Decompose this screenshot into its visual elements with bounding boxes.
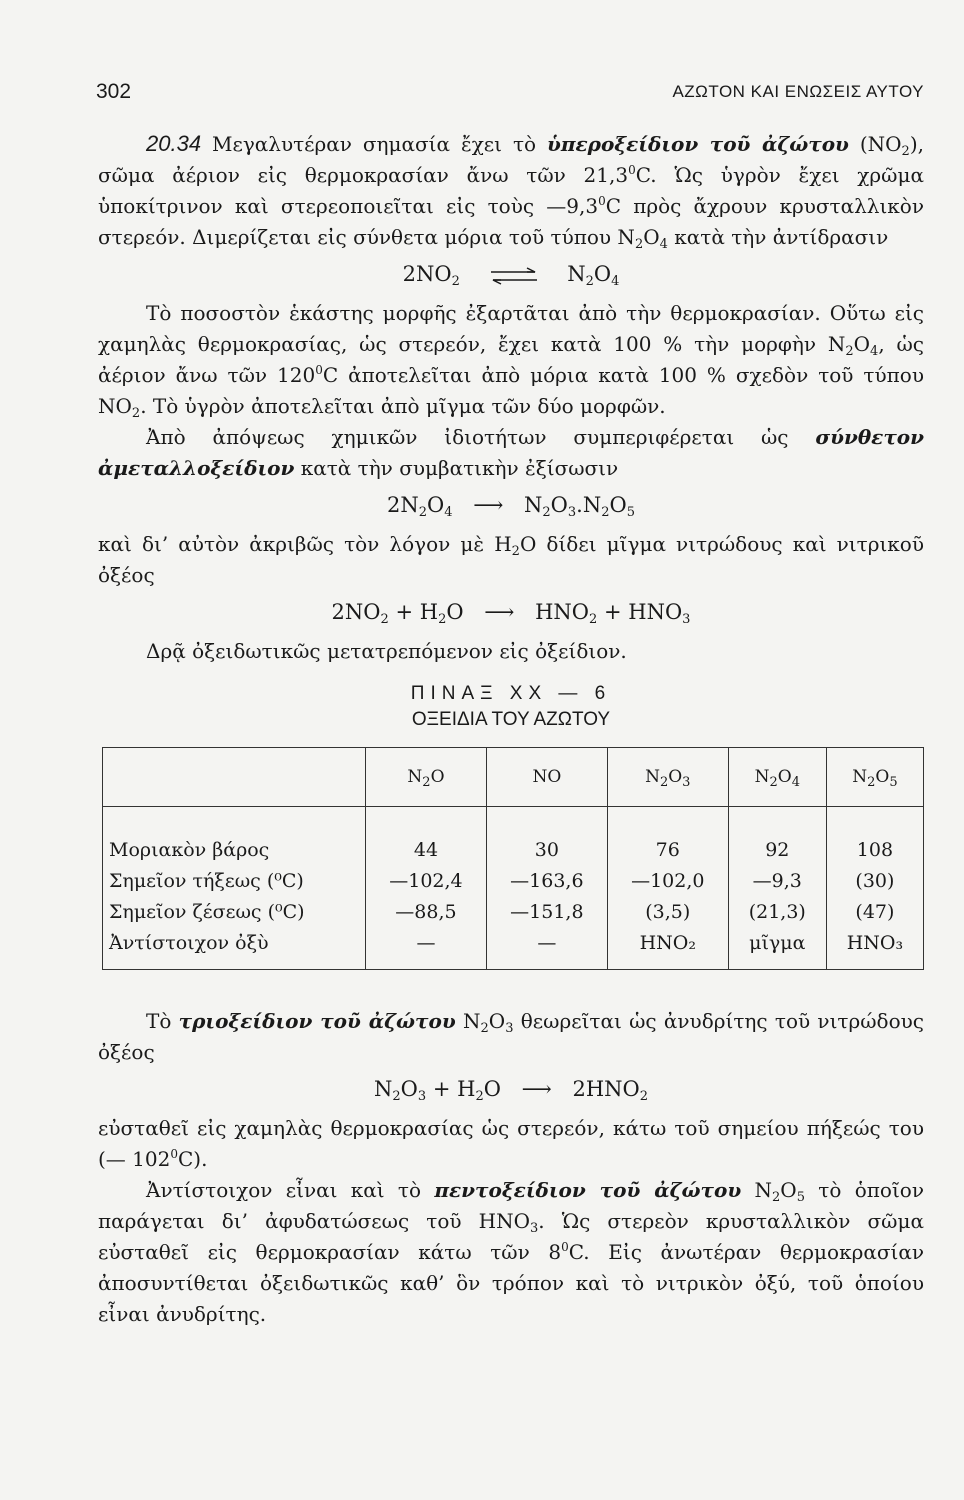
col-n2o: $N_2O$	[366, 748, 487, 807]
nitrogen-oxides-table	[102, 747, 924, 970]
table-cell: —102,4	[366, 866, 487, 897]
table-row	[103, 807, 924, 867]
section-number: 20.34	[146, 131, 202, 156]
paragraph-oxidizing: Δρᾷ ὀξειδωτικῶς μετατρεπόμενον εἰς ὀξείδιον.	[146, 639, 627, 663]
section-20-34-paragraph: 20.34 Μεγαλυτέραν σημασία ἔχει τὸ ὑπεροξείδιον τοῦ ἀζώτου $(NO_2)$, σῶμα ἀέριον εἰς θερμοκρασίαν ἄνω τῶν 21,3$^0$C. Ὡς ὑγρὸν ἔχει χρῶμα ὑποκίτρινον καὶ στερεοποιεῖται εἰς τοὺς $—9,3^0C$ πρὸς ἄχρουν κρυσταλλικὸν στερεόν. Διμερίζεται εἰς σύνθετα μόρια τοῦ τύπου $N_2O_4$ κατὰ τὴν ἀντίδρασιν	[98, 131, 924, 252]
col-n2o3: $N_2O_3$	[607, 748, 728, 807]
table-corner	[103, 748, 366, 807]
term-pentoxide: πεντοξείδιον τοῦ ἀζώτου	[434, 1178, 742, 1202]
paragraph-temperature-forms: Τὸ ποσοστὸν ἑκάστης μορφῆς ἐξαρτᾶται ἀπὸ τὴν θερμοκρασίαν. Οὕτω εἰς χαμηλὰς θερμοκρασίας, ὡς στερεόν, ἔχει κατὰ 100 % τὴν μορφὴν $N_2O_4$, ὡς ἀέριον ἄνω τῶν $120^0C$ ἀποτελεῖται ἀπὸ μόρια κατὰ 100 % σχεδὸν τοῦ τύπου $NO_2$. Τὸ ὑγρὸν ἀποτελεῖται ἀπὸ μῖγμα τῶν δύο μορφῶν.	[98, 301, 924, 421]
table-cell: 108	[826, 807, 923, 867]
table-cell: HNO₃	[826, 928, 923, 970]
table-row	[103, 897, 924, 928]
col-no: NO	[486, 748, 607, 807]
col-n2o5: $N_2O_5$	[826, 748, 923, 807]
table-cell: 44	[366, 807, 487, 867]
term-mixed-anhydride: σύνθετον ἀμεταλλοξείδιον	[98, 425, 924, 480]
equation-dimerization: $2NO_2$ $N_2O_4$	[402, 262, 620, 289]
paragraph-water-reaction: καὶ δι’ αὐτὸν ἀκριβῶς τὸν λόγον μὲ $H_2O$ δίδει μῖγμα νιτρώδους καὶ νιτρικοῦ ὀξέος	[98, 532, 925, 587]
table-cell: —88,5	[366, 897, 487, 928]
table-cell: μῖγμα	[728, 928, 826, 970]
equilibrium-arrows-icon	[489, 266, 539, 286]
equation-conventional: $2N_2O_4$ ⟶ $N_2O_3.N_2O_5$	[98, 490, 924, 521]
page-body	[98, 128, 924, 1330]
paragraph-trioxide: Τὸ τριοξείδιον τοῦ ἀζώτου $N_2O_3$ θεωρεῖται ὡς ἀνυδρίτης τοῦ νιτρώδους ὀξέος	[98, 1009, 924, 1064]
paragraph-pentoxide: Ἀντίστοιχον εἶναι καὶ τὸ πεντοξείδιον τοῦ ἀζώτου $N_2O_5$ τὸ ὁποῖον παράγεται δι’ ἀφυδατώσεως τοῦ $HNO_3$. Ὡς στερεὸν κρυσταλλικὸν σῶμα εὐσταθεῖ εἰς θερμοκρασίαν κάτω τῶν $8^0C$. Εἰς ἀνωτέραν θερμοκρασίαν ἀποσυντίθεται ὀξειδωτικῶς καθ’ ὃν τρόπον καὶ τὸ νιτρικὸν ὀξύ, τοῦ ὁποίου εἶναι ἀνυδρίτης.	[98, 1178, 925, 1326]
table-cell: 76	[607, 807, 728, 867]
table-row	[103, 928, 924, 970]
table-cell: (30)	[826, 866, 923, 897]
page-header	[96, 80, 924, 110]
table-cell: 30	[486, 807, 607, 867]
table-cell: —	[366, 928, 487, 970]
table-caption: ΟΞΕΙΔΙΑ ΤΟΥ ΑΖΩΤΟΥ	[411, 709, 611, 730]
reaction-arrow-icon: ⟶	[521, 1077, 552, 1101]
col-n2o4: $N_2O_4$	[728, 748, 826, 807]
table-cell: HNO₂	[607, 928, 728, 970]
equation-hydrolysis: $2NO_2 + H_2O$ ⟶ $HNO_2 + HNO_3$	[98, 597, 924, 628]
table-cell: 92	[728, 807, 826, 867]
reaction-arrow-icon: ⟶	[484, 600, 515, 624]
table-cell: —151,8	[486, 897, 607, 928]
table-title	[98, 681, 924, 733]
table-cell: (21,3)	[728, 897, 826, 928]
term-nitrogen-dioxide: ὑπεροξείδιον τοῦ ἀζώτου	[546, 132, 849, 156]
table-cell: —163,6	[486, 866, 607, 897]
equation-trioxide-water: $N_2O_3 + H_2O$ ⟶ $2HNO_2$	[98, 1074, 924, 1105]
row-label: Σημεῖον τήξεως (⁰C)	[103, 866, 366, 897]
table-number: ΠΙΝΑΞ XX — 6	[410, 683, 612, 704]
paragraph-chemical-properties: Ἀπὸ ἀπόψεως χημικῶν ἰδιοτήτων συμπεριφέρεται ὡς σύνθετον ἀμεταλλοξείδιον κατὰ τὴν συμβατικὴν ἐξίσωσιν	[98, 425, 924, 480]
row-label: Μοριακὸν βάρος	[103, 807, 366, 867]
reaction-arrow-icon: ⟶	[473, 493, 504, 517]
table-cell: (47)	[826, 897, 923, 928]
table-cell: —102,0	[607, 866, 728, 897]
page-number: 302	[96, 80, 132, 103]
paragraph-stability: εὐσταθεῖ εἰς χαμηλὰς θερμοκρασίας ὡς στερεόν, κάτω τοῦ σημείου πήξεώς του (— $102^0C$).	[98, 1116, 924, 1171]
row-label: Σημεῖον ζέσεως (⁰C)	[103, 897, 366, 928]
table-row	[103, 866, 924, 897]
row-label: Ἀντίστοιχον ὀξὺ	[103, 928, 366, 970]
table-cell: —	[486, 928, 607, 970]
running-head: ΑΖΩΤΟΝ ΚΑΙ ΕΝΩΣΕΙΣ ΑΥΤΟΥ	[672, 82, 924, 101]
table-cell: —9,3	[728, 866, 826, 897]
table-cell: (3,5)	[607, 897, 728, 928]
term-trioxide: τριοξείδιον τοῦ ἀζώτου	[178, 1009, 456, 1033]
